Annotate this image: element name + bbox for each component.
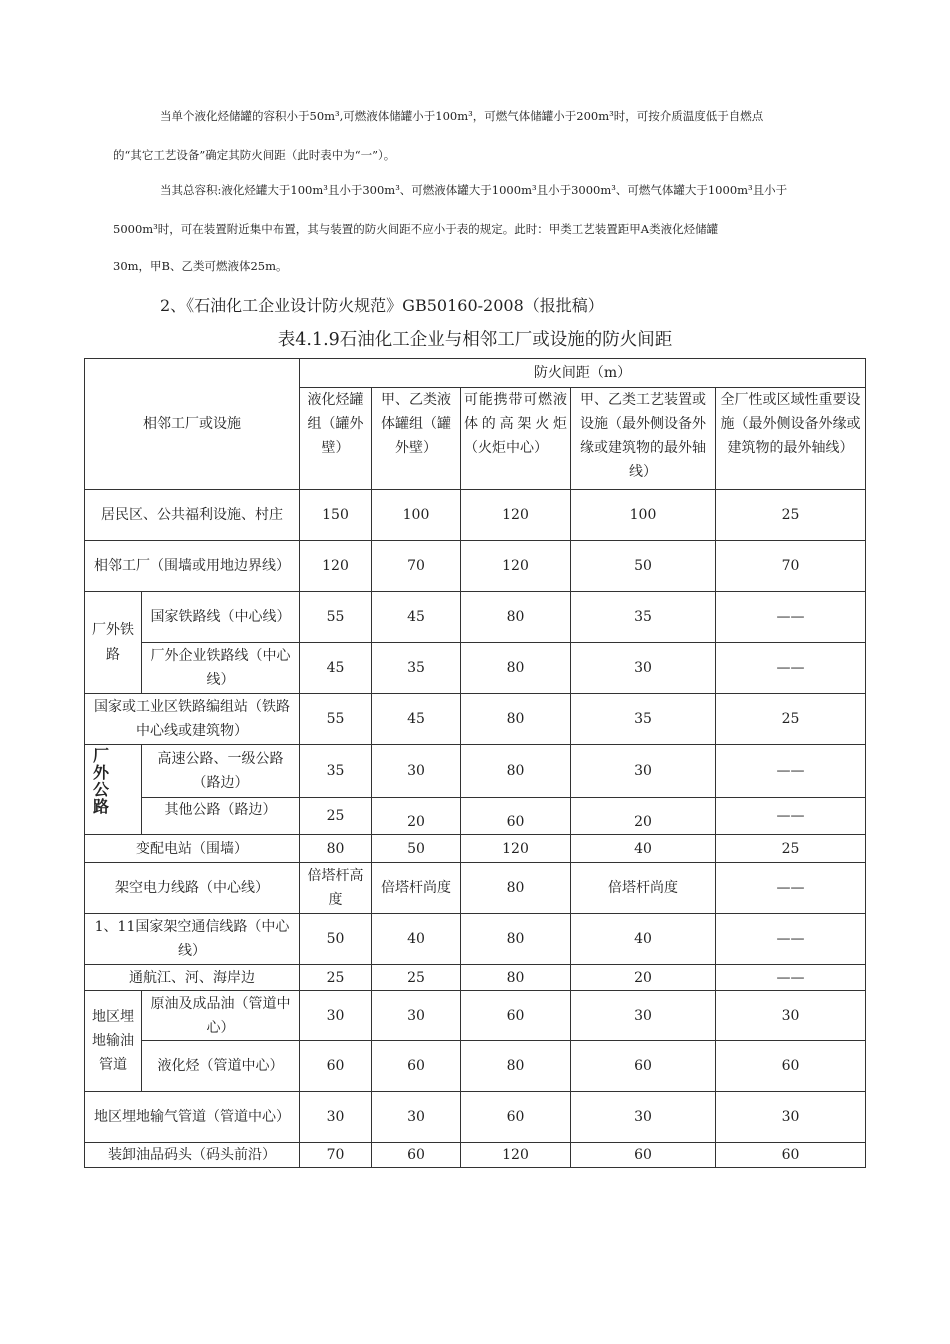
column-header-text: 甲、乙类工艺装置或设施（最外侧设备外缘或建筑物的最外轴线） bbox=[580, 392, 706, 480]
table-row bbox=[85, 863, 866, 914]
value-cell: 40 bbox=[571, 835, 716, 863]
column-header bbox=[300, 388, 372, 490]
table-row bbox=[85, 965, 866, 991]
row-label: 架空电力线路（中心线） bbox=[85, 863, 300, 914]
value-cell: 35 bbox=[300, 745, 372, 798]
row-label: 地区埋地输气管道（管道中心） bbox=[85, 1092, 300, 1143]
value-cell: 25 bbox=[716, 694, 866, 745]
value-cell: —— bbox=[716, 798, 866, 835]
value-cell: 20 bbox=[372, 798, 461, 835]
value-cell: 30 bbox=[571, 991, 716, 1041]
value-cell: 40 bbox=[372, 914, 461, 965]
column-header bbox=[571, 388, 716, 490]
table-caption: 表4.1.9石油化工企业与相邻工厂或设施的防火间距 bbox=[277, 330, 673, 350]
value-cell: 30 bbox=[571, 745, 716, 798]
value-cell: 80 bbox=[461, 643, 571, 694]
value-cell: 60 bbox=[372, 1041, 461, 1092]
table-row bbox=[85, 798, 866, 835]
value-cell: 60 bbox=[300, 1041, 372, 1092]
row-label: 液化烃（管道中心） bbox=[142, 1041, 300, 1092]
intro-paragraph-1-line-2: 的“其它工艺设备”确定其防火间距（此时表中为“一”）。 bbox=[113, 148, 396, 162]
value-cell: 40 bbox=[571, 914, 716, 965]
row-label: 高速公路、一级公路（路边） bbox=[142, 745, 300, 798]
value-cell: 25 bbox=[716, 835, 866, 863]
value-cell: 55 bbox=[300, 592, 372, 643]
value-cell: 80 bbox=[461, 694, 571, 745]
value-cell: 70 bbox=[372, 541, 461, 592]
column-header-text: 可能携带可燃液体的高架火炬（火炬中心） bbox=[464, 392, 567, 456]
table-row bbox=[85, 835, 866, 863]
value-cell: 50 bbox=[300, 914, 372, 965]
value-cell: —— bbox=[716, 914, 866, 965]
value-cell: 25 bbox=[300, 965, 372, 991]
value-cell: 45 bbox=[300, 643, 372, 694]
row-label: 国家或工业区铁路编组站（铁路中心线或建筑物） bbox=[85, 694, 300, 745]
value-cell: 60 bbox=[571, 1143, 716, 1168]
value-cell: —— bbox=[716, 592, 866, 643]
group-label-highway bbox=[85, 745, 142, 835]
value-cell: 45 bbox=[372, 694, 461, 745]
value-cell: 50 bbox=[571, 541, 716, 592]
value-cell: 30 bbox=[716, 991, 866, 1041]
value-cell: 120 bbox=[461, 490, 571, 541]
value-cell: 120 bbox=[461, 835, 571, 863]
intro-paragraph-2-line-1: 当其总容积:液化烃罐大于100m³且小于300m³、可燃液体罐大于1000m³且小于3000m³、可燃气体罐大于1000m³且小于 bbox=[160, 183, 788, 197]
value-cell: 80 bbox=[461, 1041, 571, 1092]
value-cell: —— bbox=[716, 643, 866, 694]
value-cell: —— bbox=[716, 965, 866, 991]
table-row bbox=[85, 745, 866, 798]
row-label bbox=[85, 1143, 300, 1168]
intro-paragraph-2-line-2: 5000m³时，可在装置附近集中布置，其与装置的防火间距不应小于表的规定。此时：甲类工艺装置距甲A类液化烃储罐 bbox=[113, 222, 719, 236]
value-cell: 30 bbox=[300, 991, 372, 1041]
value-cell: 80 bbox=[461, 965, 571, 991]
column-header bbox=[372, 388, 461, 490]
value-cell: 30 bbox=[372, 745, 461, 798]
value-cell: 30 bbox=[372, 991, 461, 1041]
value-cell: 30 bbox=[300, 1092, 372, 1143]
table-row bbox=[85, 490, 866, 541]
value-cell: 25 bbox=[716, 490, 866, 541]
value-cell: 70 bbox=[300, 1143, 372, 1168]
row-label: 居民区、公共福利设施、村庄 bbox=[85, 490, 300, 541]
value-cell: 50 bbox=[372, 835, 461, 863]
value-cell: 80 bbox=[461, 745, 571, 798]
row-label: 1、11国家架空通信线路（中心线） bbox=[85, 914, 300, 965]
distance-header: 防火间距（m） bbox=[300, 359, 866, 388]
value-cell: 45 bbox=[372, 592, 461, 643]
value-cell: 35 bbox=[372, 643, 461, 694]
value-cell: 120 bbox=[461, 1143, 571, 1168]
value-cell: 60 bbox=[372, 1143, 461, 1168]
value-cell: 60 bbox=[571, 1041, 716, 1092]
value-cell: 20 bbox=[571, 798, 716, 835]
facility-header: 相邻工厂或设施 bbox=[85, 359, 300, 490]
group-label-pipeline-text: 地区埋地输油管道 bbox=[92, 1009, 134, 1073]
intro-paragraph-1-line-1: 当单个液化烃储罐的容积小于50m³,可燃液体储罐小于100m³，可燃气体储罐小于200m³时，可按介质温度低于自燃点 bbox=[160, 109, 764, 123]
value-cell: 30 bbox=[372, 1092, 461, 1143]
value-cell: 30 bbox=[716, 1092, 866, 1143]
table-row bbox=[85, 991, 866, 1041]
row-label: 变配电站（围墙） bbox=[85, 835, 300, 863]
value-cell: 30 bbox=[571, 1092, 716, 1143]
value-cell: 60 bbox=[716, 1041, 866, 1092]
value-cell: 30 bbox=[571, 643, 716, 694]
value-cell: 倍塔杆尚度 bbox=[372, 863, 461, 914]
column-header-text: 全厂性或区域性重要设施（最外侧设备外缘或建筑物的最外轴线） bbox=[720, 392, 861, 456]
group-label-railway: 厂外铁路 bbox=[85, 592, 142, 694]
table-row bbox=[85, 592, 866, 643]
row-label: 其他公路（路边） bbox=[142, 798, 300, 835]
intro-paragraph-2-line-3: 30m，甲B、乙类可燃液体25m。 bbox=[113, 259, 288, 273]
row-label: 国家铁路线（中心线） bbox=[142, 592, 300, 643]
value-cell: 35 bbox=[571, 592, 716, 643]
column-header bbox=[461, 388, 571, 490]
value-cell: 35 bbox=[571, 694, 716, 745]
value-cell: 60 bbox=[461, 991, 571, 1041]
table-row bbox=[85, 694, 866, 745]
column-header bbox=[716, 388, 866, 490]
value-cell: —— bbox=[716, 863, 866, 914]
value-cell: 150 bbox=[300, 490, 372, 541]
column-header-text: 甲、乙类液体罐组（罐外壁） bbox=[381, 392, 451, 456]
value-cell: 80 bbox=[461, 914, 571, 965]
fire-distance-table bbox=[84, 358, 866, 1168]
value-cell: 60 bbox=[461, 1092, 571, 1143]
section-heading: 2、《石油化工企业设计防火规范》GB50160-2008（报批稿） bbox=[160, 296, 604, 315]
row-label: 通航江、河、海岸边 bbox=[85, 965, 300, 991]
value-cell: 80 bbox=[300, 835, 372, 863]
table-row bbox=[85, 1143, 866, 1168]
row-label: 相邻工厂（围墙或用地边界线） bbox=[85, 541, 300, 592]
value-cell: 25 bbox=[372, 965, 461, 991]
value-cell: 60 bbox=[716, 1143, 866, 1168]
table-row bbox=[85, 1092, 866, 1143]
value-cell: 60 bbox=[461, 798, 571, 835]
group-label-pipeline bbox=[85, 991, 142, 1092]
table-header-row bbox=[85, 359, 866, 388]
value-cell: 100 bbox=[372, 490, 461, 541]
row-label: 原油及成品油（管道中心） bbox=[142, 991, 300, 1041]
value-cell: 倍塔杆高度 bbox=[300, 863, 372, 914]
value-cell: 120 bbox=[300, 541, 372, 592]
column-header-text: 液化烃罐组（罐外壁） bbox=[307, 392, 364, 456]
row-label: 厂外企业铁路线（中心线） bbox=[142, 643, 300, 694]
table-row bbox=[85, 914, 866, 965]
value-cell: 倍塔杆尚度 bbox=[571, 863, 716, 914]
table-row bbox=[85, 541, 866, 592]
value-cell: 80 bbox=[461, 592, 571, 643]
value-cell: 100 bbox=[571, 490, 716, 541]
table-row bbox=[85, 643, 866, 694]
value-cell: 120 bbox=[461, 541, 571, 592]
group-label-highway-text: 厂外公路 bbox=[93, 747, 110, 815]
row-label-text: 装卸油品码头（码头前沿） bbox=[108, 1147, 276, 1163]
value-cell: 80 bbox=[461, 863, 571, 914]
value-cell: 20 bbox=[571, 965, 716, 991]
value-cell: —— bbox=[716, 745, 866, 798]
value-cell: 55 bbox=[300, 694, 372, 745]
value-cell: 70 bbox=[716, 541, 866, 592]
value-cell: 25 bbox=[300, 798, 372, 835]
table-row bbox=[85, 1041, 866, 1092]
